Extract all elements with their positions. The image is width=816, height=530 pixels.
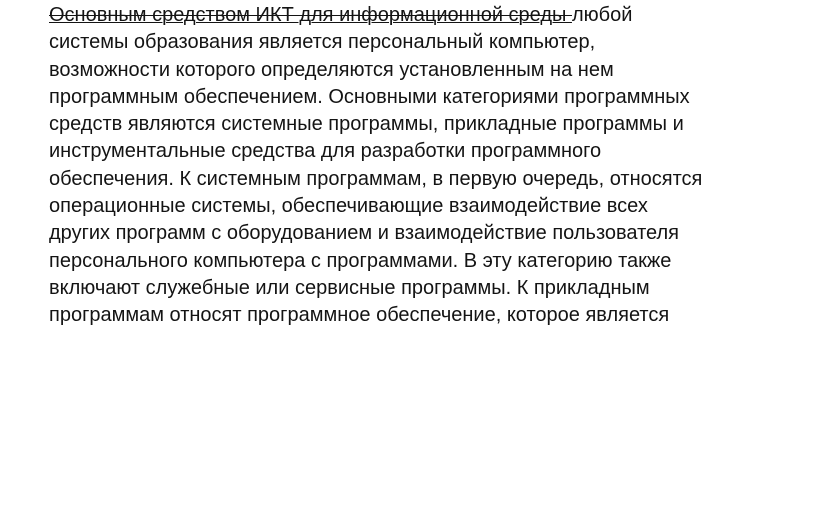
struck-heading: Основным средством ИКТ для информационной среды — [49, 4, 572, 26]
paragraph-line: обеспечения. К системным программам, в первую очередь, относятся — [49, 167, 703, 190]
paragraph-line: программным обеспечением. Основными категориями программных — [49, 85, 690, 108]
paragraph-line: программам относят программное обеспечение, которое является — [49, 304, 670, 327]
paragraph-line: средств являются системные программы, прикладные программы и — [49, 113, 684, 136]
paragraph-line: инструментальные средства для разработки программного — [49, 140, 602, 163]
paragraph-line: персонального компьютера с программами. В эту категорию также — [49, 249, 672, 272]
paragraph-line: включают служебные или сервисные программы. К прикладным — [49, 276, 650, 299]
paragraph-line: системы образования является персональный компьютер, — [49, 31, 596, 54]
first-line-rest: любой — [571, 4, 633, 26]
paragraph-line: других программ с оборудованием и взаимодействие пользователя — [49, 222, 679, 245]
body-paragraph — [49, 2, 789, 330]
paragraph-line-1 — [49, 2, 789, 29]
paragraph-line: возможности которого определяются установленным на нем — [49, 58, 614, 81]
paragraph-line: операционные системы, обеспечивающие взаимодействие всех — [49, 195, 648, 218]
